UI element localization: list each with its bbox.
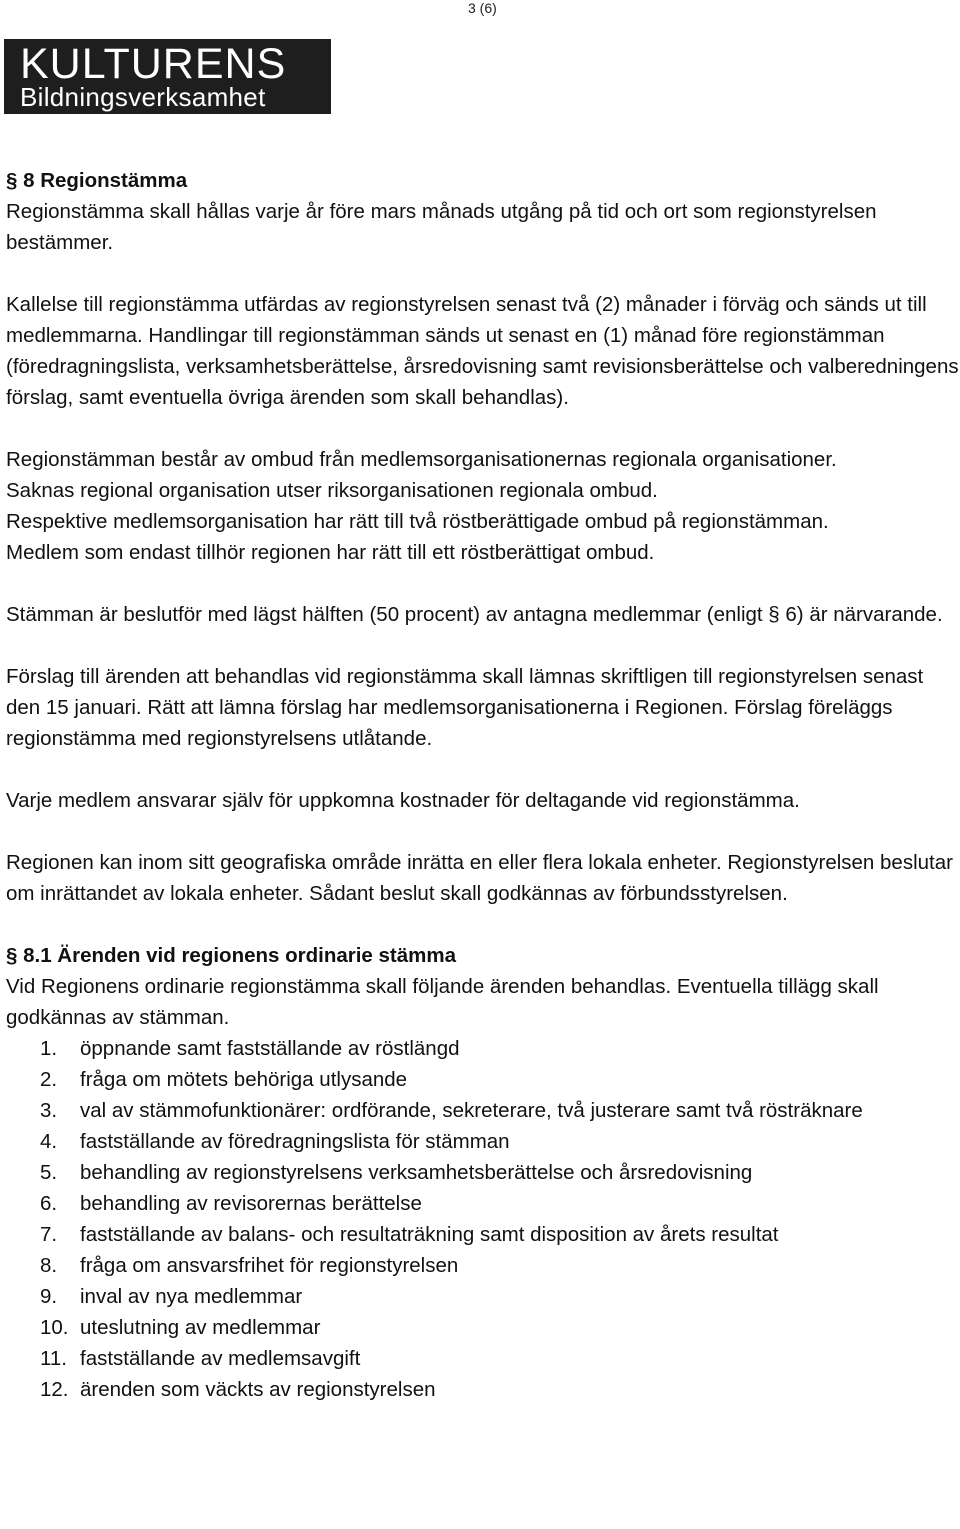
list-item <box>6 1219 900 1250</box>
list-number: 9. <box>40 1285 58 1308</box>
document-body <box>6 165 960 1405</box>
list-text: fråga om ansvarsfrihet för regionstyrelsen <box>80 1254 459 1277</box>
list-item <box>6 1095 900 1126</box>
list-item <box>6 1250 900 1281</box>
list-item <box>6 1281 900 1312</box>
paragraph: Respektive medlemsorganisation har rätt till två röstberättigade ombud på regionstämman. <box>6 510 829 533</box>
list-number: 7. <box>40 1223 58 1246</box>
list-number: 8. <box>40 1254 58 1277</box>
list-number: 6. <box>40 1192 58 1215</box>
list-item <box>6 1312 900 1343</box>
list-text: fastställande av föredragningslista för stämman <box>80 1130 510 1153</box>
list-item <box>6 1033 900 1064</box>
list-text: öppnande samt fastställande av röstlängd <box>80 1037 460 1060</box>
list-text: uteslutning av medlemmar <box>80 1316 321 1339</box>
list-text: fastställande av balans- och resultaträkning samt disposition av årets resultat <box>80 1223 779 1246</box>
list-text: behandling av regionstyrelsens verksamhetsberättelse och årsredovisning <box>80 1161 753 1184</box>
list-text: val av stämmofunktionärer: ordförande, sekreterare, två justerare samt två rösträknare <box>80 1099 863 1122</box>
list-number: 11. <box>40 1347 67 1370</box>
section-8-heading: § 8 Regionstämma <box>6 169 188 192</box>
list-number: 5. <box>40 1161 58 1184</box>
list-text: fråga om mötets behöriga utlysande <box>80 1068 408 1091</box>
paragraph: Förslag till ärenden att behandlas vid regionstämma skall lämnas skriftligen till regionstyrelsen senast den 15 januari. Rätt att lämna förslag har medlemsorganisationerna i Regionen. Förslag föreläggs regionstämma med regionstyrelsens utlåtande. <box>6 665 924 750</box>
list-number: 1. <box>40 1037 58 1060</box>
page-number: 3 (6) <box>468 0 497 16</box>
paragraph: Medlem som endast tillhör regionen har rätt till ett röstberättigat ombud. <box>6 541 655 564</box>
paragraph: Regionstämman består av ombud från medlemsorganisationernas regionala organisationer. <box>6 448 837 471</box>
list-text: behandling av revisorernas berättelse <box>80 1192 422 1215</box>
list-number: 2. <box>40 1068 58 1091</box>
list-text: inval av nya medlemmar <box>80 1285 303 1308</box>
list-item <box>6 1374 900 1405</box>
paragraph: Stämman är beslutför med lägst hälften (50 procent) av antagna medlemmar (enligt § 6) är närvarande. <box>6 603 943 626</box>
list-number: 10. <box>40 1316 69 1339</box>
list-item <box>6 1064 900 1095</box>
paragraph: Varje medlem ansvarar själv för uppkomna kostnader för deltagande vid regionstämma. <box>6 789 800 812</box>
paragraph: Regionstämma skall hållas varje år före mars månads utgång på tid och ort som regionstyrelsen bestämmer. <box>6 200 877 254</box>
list-item <box>6 1126 900 1157</box>
logo-line-2: Bildningsverksamhet <box>20 82 266 112</box>
list-item <box>6 1188 900 1219</box>
paragraph: Saknas regional organisation utser riksorganisationen regionala ombud. <box>6 479 658 502</box>
list-text: fastställande av medlemsavgift <box>80 1347 361 1370</box>
agenda-list <box>6 1033 960 1405</box>
kulturens-logo <box>4 39 331 114</box>
list-number: 4. <box>40 1130 58 1153</box>
paragraph: Vid Regionens ordinarie regionstämma skall följande ärenden behandlas. Eventuella tillägg skall godkännas av stämman. <box>6 975 879 1029</box>
list-number: 12. <box>40 1378 69 1401</box>
list-item <box>6 1157 900 1188</box>
paragraph: Kallelse till regionstämma utfärdas av regionstyrelsen senast två (2) månader i förväg och sänds ut till medlemmarna. Handlingar till regionstämman sänds ut senast en (1) månad före regionstämman (föredragningslista, verksamhetsberättelse, årsredovisning samt revisionsberättelse och valberedningens förslag, samt eventuella övriga ärenden som skall behandlas). <box>6 293 959 409</box>
list-item <box>6 1343 900 1374</box>
section-8-1-heading: § 8.1 Ärenden vid regionens ordinarie stämma <box>6 944 457 967</box>
list-text: ärenden som väckts av regionstyrelsen <box>80 1378 436 1401</box>
paragraph: Regionen kan inom sitt geografiska område inrätta en eller flera lokala enheter. Regionstyrelsen beslutar om inrättandet av lokala enheter. Sådant beslut skall godkännas av förbundsstyrelsen. <box>6 851 953 905</box>
list-number: 3. <box>40 1099 58 1122</box>
logo-line-1: KULTURENS <box>20 40 287 88</box>
